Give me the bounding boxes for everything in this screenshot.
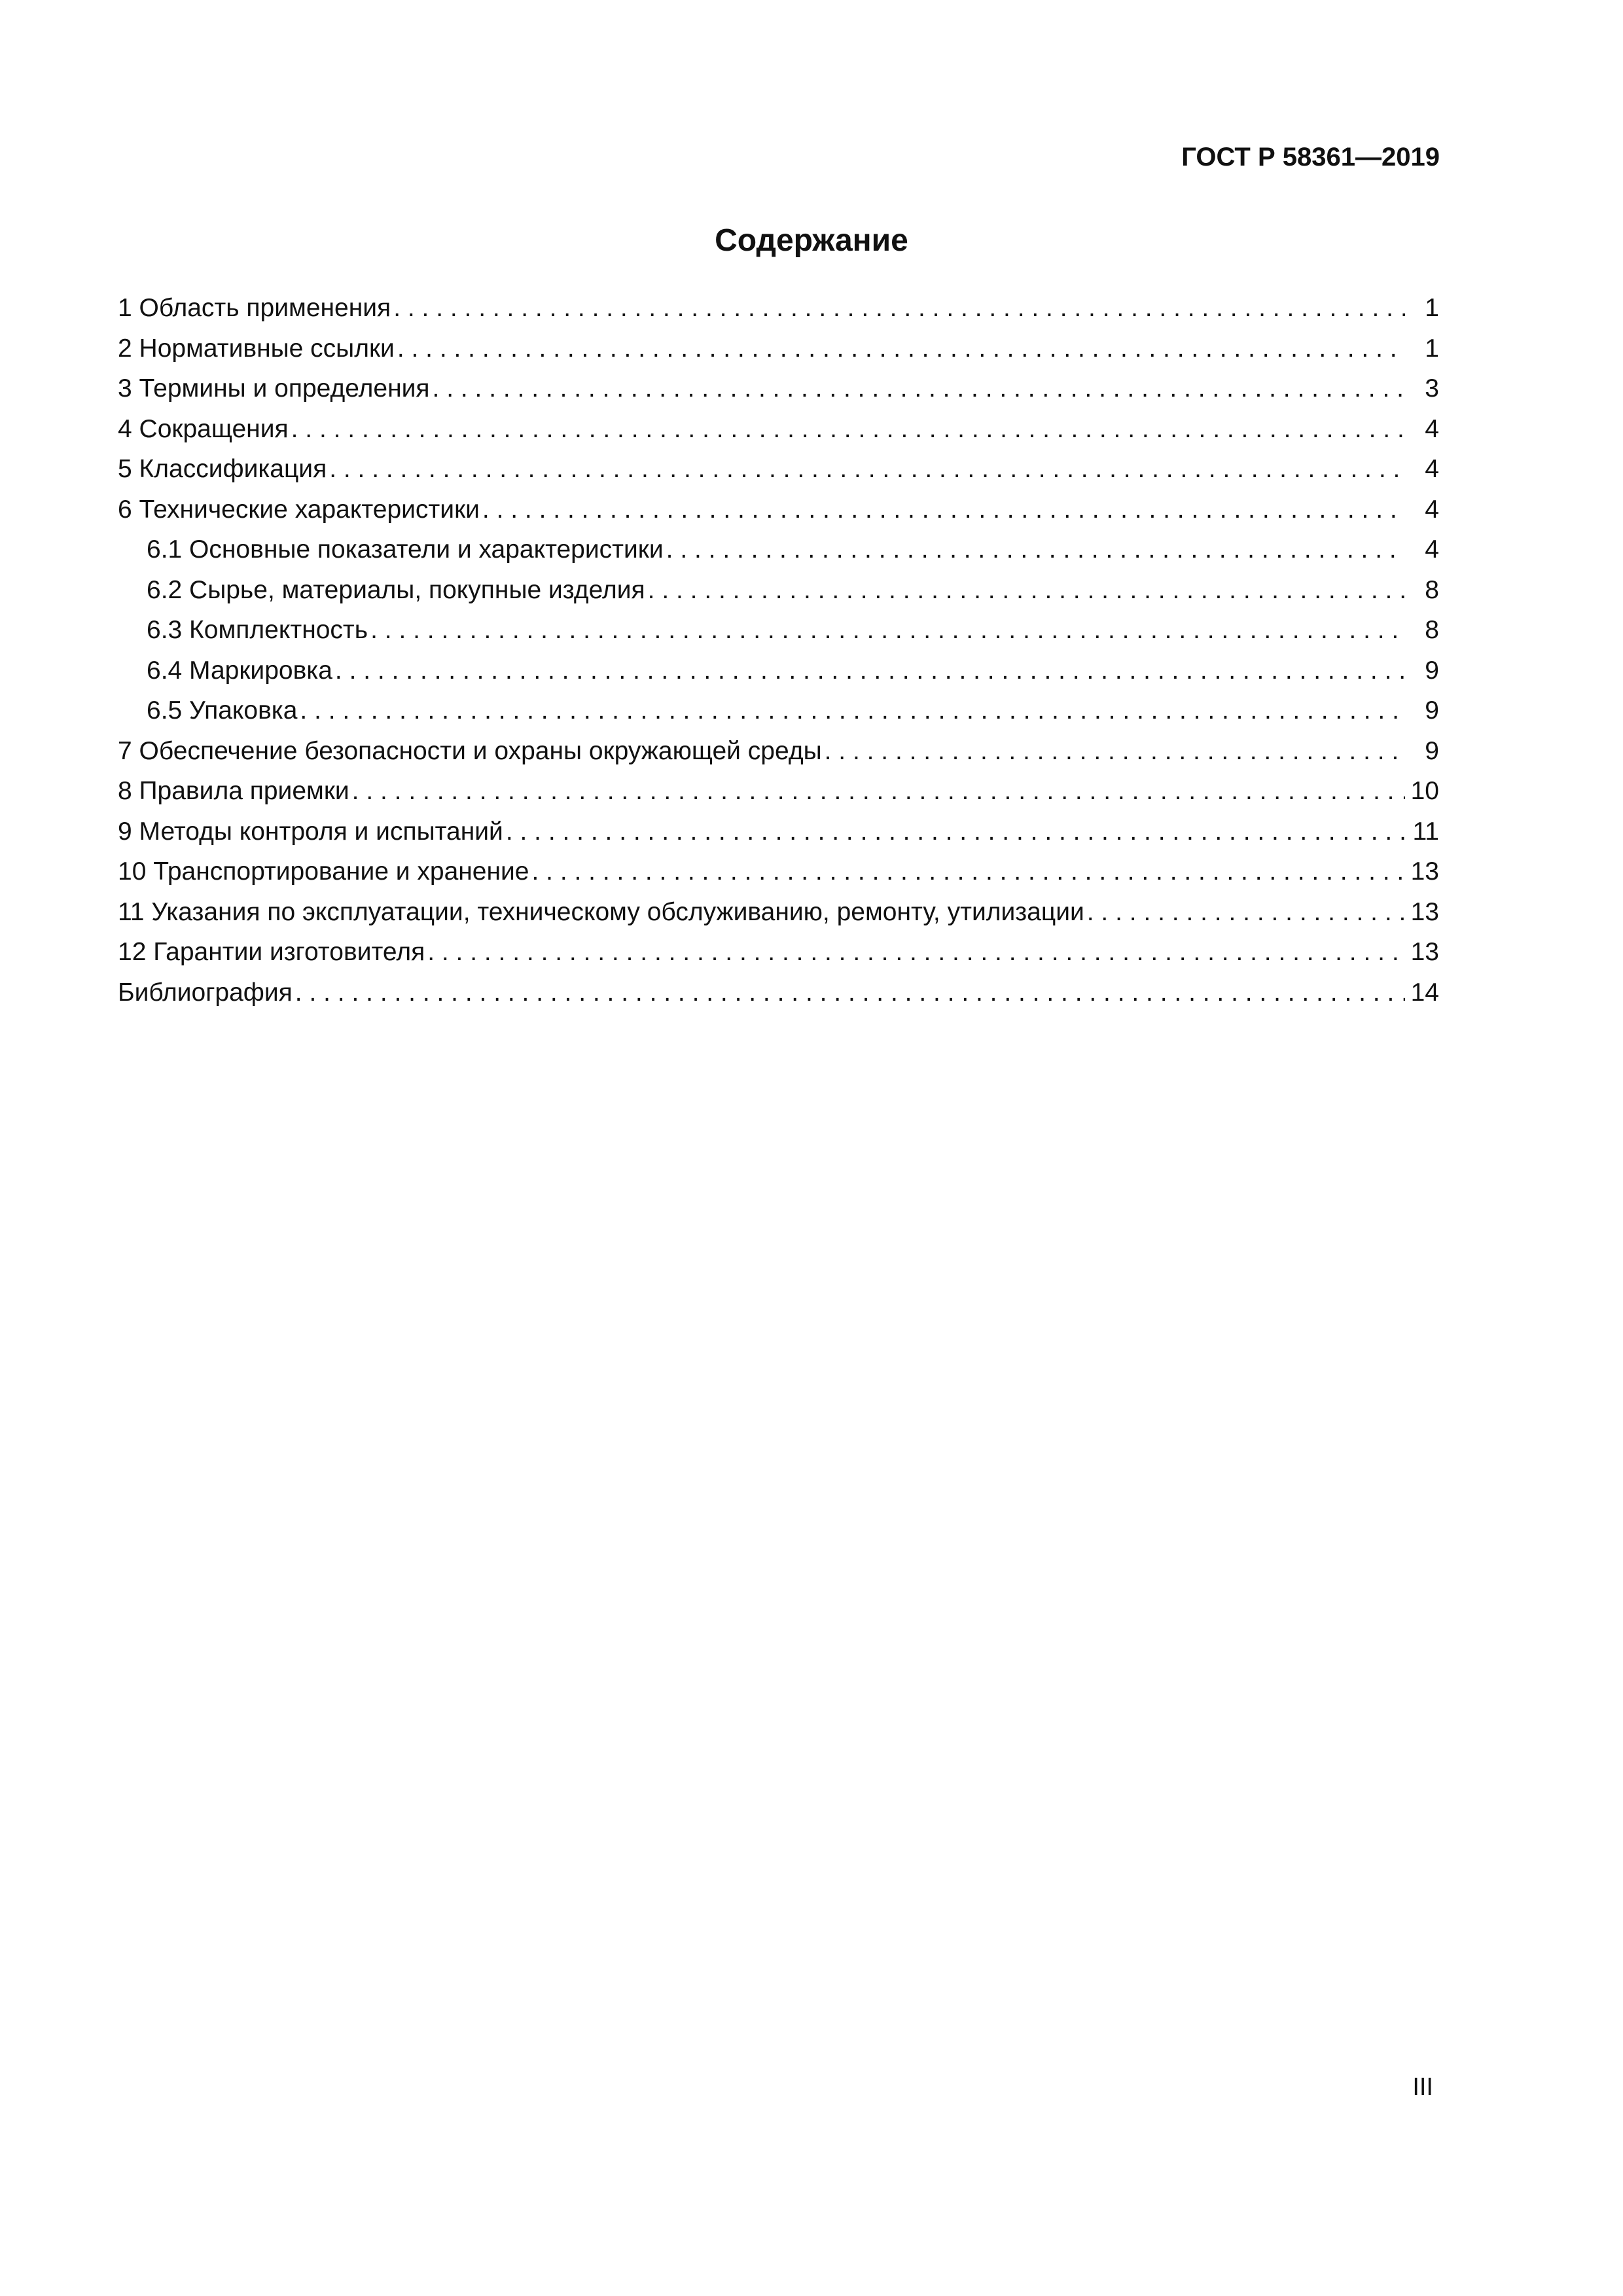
standard-number: ГОСТ Р 58361—2019 [1181, 143, 1440, 171]
toc-entry-page: 13 [1410, 897, 1439, 926]
toc-entry-label: 9 Методы контроля и испытаний [118, 817, 503, 846]
toc-entry[interactable] [118, 932, 1439, 973]
toc-dot-leader [335, 651, 1405, 691]
toc-entry[interactable] [118, 368, 1439, 409]
toc-entry-label: 3 Термины и определения [118, 374, 430, 403]
toc-entry-label: 6 Технические характеристики [118, 495, 480, 524]
toc-dot-leader [291, 409, 1405, 450]
toc-entry-page: 4 [1425, 455, 1439, 483]
toc-dot-leader [433, 368, 1405, 409]
toc-entry-label: 12 Гарантии изготовителя [118, 938, 425, 966]
toc-entry-label: 2 Нормативные ссылки [118, 334, 395, 363]
toc-entry-page: 3 [1425, 374, 1439, 403]
toc-entry-page: 1 [1425, 294, 1439, 322]
toc-entry-page: 8 [1425, 575, 1439, 604]
toc-dot-leader [825, 731, 1405, 772]
toc-entry[interactable] [118, 449, 1439, 490]
toc-entry[interactable] [118, 288, 1439, 329]
toc-entry-label: 7 Обеспечение безопасности и охраны окружающей среды [118, 736, 822, 765]
toc-dot-leader [427, 932, 1405, 973]
toc-entry-page: 1 [1425, 334, 1439, 363]
toc-entry-page: 4 [1425, 414, 1439, 443]
toc-subentry[interactable] [118, 570, 1439, 611]
toc-entry[interactable] [118, 771, 1439, 812]
toc-entry[interactable] [118, 731, 1439, 772]
toc-dot-leader [648, 570, 1405, 611]
toc-dot-leader [352, 771, 1405, 812]
toc-entry-page: 13 [1410, 857, 1439, 886]
toc-entry-label: 6.4 Маркировка [147, 656, 332, 685]
toc-entry-label: 11 Указания по эксплуатации, техническому обслуживанию, ремонту, утилизации [118, 897, 1084, 926]
toc-dot-leader [532, 852, 1406, 892]
toc-dot-leader [397, 329, 1405, 369]
toc-subentry[interactable] [118, 651, 1439, 691]
toc-subentry[interactable] [118, 691, 1439, 731]
toc-dot-leader [393, 288, 1405, 329]
toc-entry-label: 6.1 Основные показатели и характеристики [147, 535, 664, 564]
toc-entry-label: 5 Классификация [118, 455, 327, 483]
toc-entry[interactable] [118, 329, 1439, 369]
toc-dot-leader [370, 610, 1405, 651]
table-of-contents [118, 288, 1439, 1013]
toc-entry-page: 10 [1410, 777, 1439, 805]
toc-entry-page: 11 [1412, 817, 1439, 846]
toc-entry-label: Библиография [118, 978, 293, 1007]
toc-subentry[interactable] [118, 529, 1439, 570]
toc-dot-leader [666, 529, 1405, 570]
toc-entry[interactable] [118, 892, 1439, 933]
toc-entry-page: 8 [1425, 616, 1439, 644]
page-number: III [1412, 2073, 1433, 2101]
toc-entry-label: 1 Область применения [118, 294, 391, 322]
toc-dot-leader [482, 490, 1405, 530]
toc-entry[interactable] [118, 973, 1439, 1013]
toc-entry-page: 4 [1425, 495, 1439, 524]
toc-entry-page: 9 [1425, 696, 1439, 725]
toc-entry-label: 6.2 Сырье, материалы, покупные изделия [147, 575, 645, 604]
toc-entry-page: 9 [1425, 656, 1439, 685]
toc-dot-leader [295, 973, 1405, 1013]
toc-entry-page: 4 [1425, 535, 1439, 564]
toc-dot-leader [300, 691, 1405, 731]
toc-entry-page: 14 [1410, 978, 1439, 1007]
toc-entry[interactable] [118, 812, 1439, 852]
toc-entry-label: 6.5 Упаковка [147, 696, 298, 725]
toc-dot-leader [1087, 892, 1405, 933]
toc-entry-page: 9 [1425, 736, 1439, 765]
toc-entry-label: 10 Транспортирование и хранение [118, 857, 529, 886]
toc-entry-label: 4 Сокращения [118, 414, 289, 443]
page-title: Содержание [715, 223, 908, 258]
toc-entry[interactable] [118, 409, 1439, 450]
toc-entry[interactable] [118, 852, 1439, 892]
toc-entry-page: 13 [1410, 938, 1439, 966]
toc-entry-label: 8 Правила приемки [118, 777, 349, 805]
toc-subentry[interactable] [118, 610, 1439, 651]
toc-dot-leader [506, 812, 1405, 852]
toc-dot-leader [329, 449, 1405, 490]
toc-entry-label: 6.3 Комплектность [147, 616, 368, 644]
toc-entry[interactable] [118, 490, 1439, 530]
